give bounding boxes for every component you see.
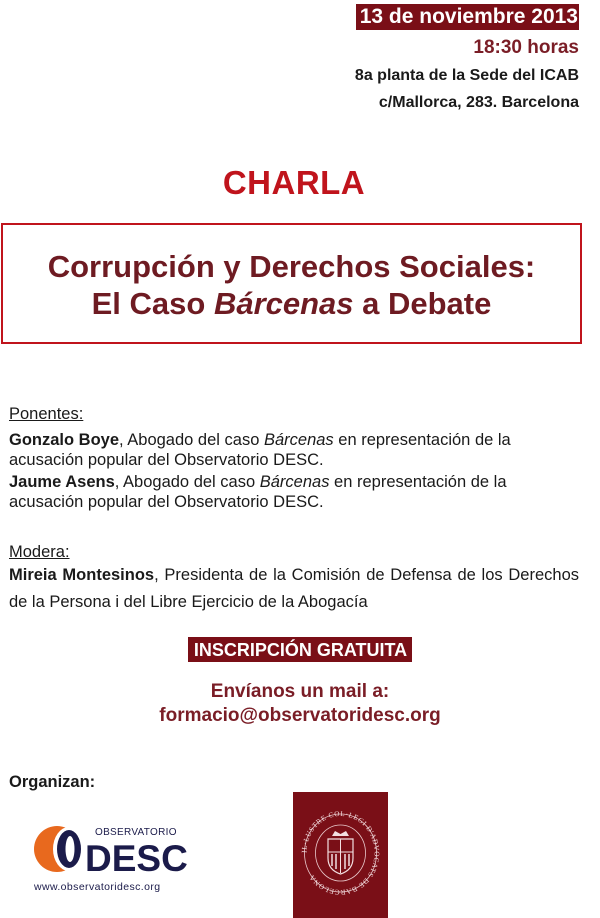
speaker-italic: Bárcenas — [263, 431, 334, 449]
desc-main-word: DESC — [85, 838, 188, 879]
venue-line-2: c/Mallorca, 283. Barcelona — [378, 94, 579, 111]
moderator-section — [9, 542, 579, 616]
registration-info — [0, 680, 600, 728]
registration-badge: INSCRIPCIÓN GRATUITA — [188, 637, 412, 662]
desc-o-hole — [66, 836, 75, 862]
speaker-text-b: en representación de la acusación popular del Observatorio DESC. — [9, 431, 511, 469]
moderator-item — [9, 562, 579, 616]
title-text-b: a Debate — [353, 286, 492, 321]
moderator-heading: Modera: — [9, 543, 70, 561]
title-line-2 — [1, 285, 582, 322]
title-text-italic: Bárcenas — [213, 286, 354, 321]
speaker-item — [9, 472, 579, 512]
event-venue — [355, 62, 579, 116]
speaker-item — [9, 430, 579, 470]
registration-line: Envíanos un mail a: — [210, 681, 390, 702]
event-title — [1, 248, 582, 322]
moderator-text: , Presidenta de la Comisión de Defensa de los Derechos de la Persona i del Libre Ejercicio de la Abogacía — [9, 566, 579, 611]
venue-line-1: 8a planta de la Sede del ICAB — [354, 67, 579, 84]
speaker-text-a: , Abogado del caso — [114, 473, 260, 491]
organizers-heading: Organizan: — [9, 773, 96, 791]
speakers-section — [9, 404, 579, 512]
speakers-heading: Ponentes: — [9, 405, 84, 423]
registration-email[interactable]: formacio@observatoridesc.org — [159, 705, 441, 726]
title-line-1: Corrupción y Derechos Sociales: — [47, 249, 536, 284]
observatorio-desc-logo — [33, 823, 193, 893]
moderator-name: Mireia Montesinos — [9, 566, 155, 584]
speaker-italic: Bárcenas — [259, 473, 330, 491]
speaker-name: Gonzalo Boye — [9, 431, 120, 449]
event-date: 13 de noviembre 2013 — [356, 4, 579, 30]
event-kind: CHARLA — [222, 164, 366, 201]
desc-top-word: OBSERVATORIO — [95, 827, 177, 838]
desc-url: www.observatoridesc.org — [34, 881, 161, 893]
title-text-a: El Caso — [91, 286, 214, 321]
registration-badge-wrap — [0, 637, 600, 662]
icab-seal-logo — [293, 792, 388, 918]
speaker-text-b: en representación de la acusación popular del Observatorio DESC. — [9, 473, 507, 511]
icab-ring-textpath: IL·LUSTRE COL·LEGI D'ADVOCATS DE BARCELONA — [300, 809, 381, 897]
speaker-text-a: , Abogado del caso — [119, 431, 264, 449]
speaker-name: Jaume Asens — [9, 473, 115, 491]
event-time: 18:30 horas — [473, 37, 579, 58]
